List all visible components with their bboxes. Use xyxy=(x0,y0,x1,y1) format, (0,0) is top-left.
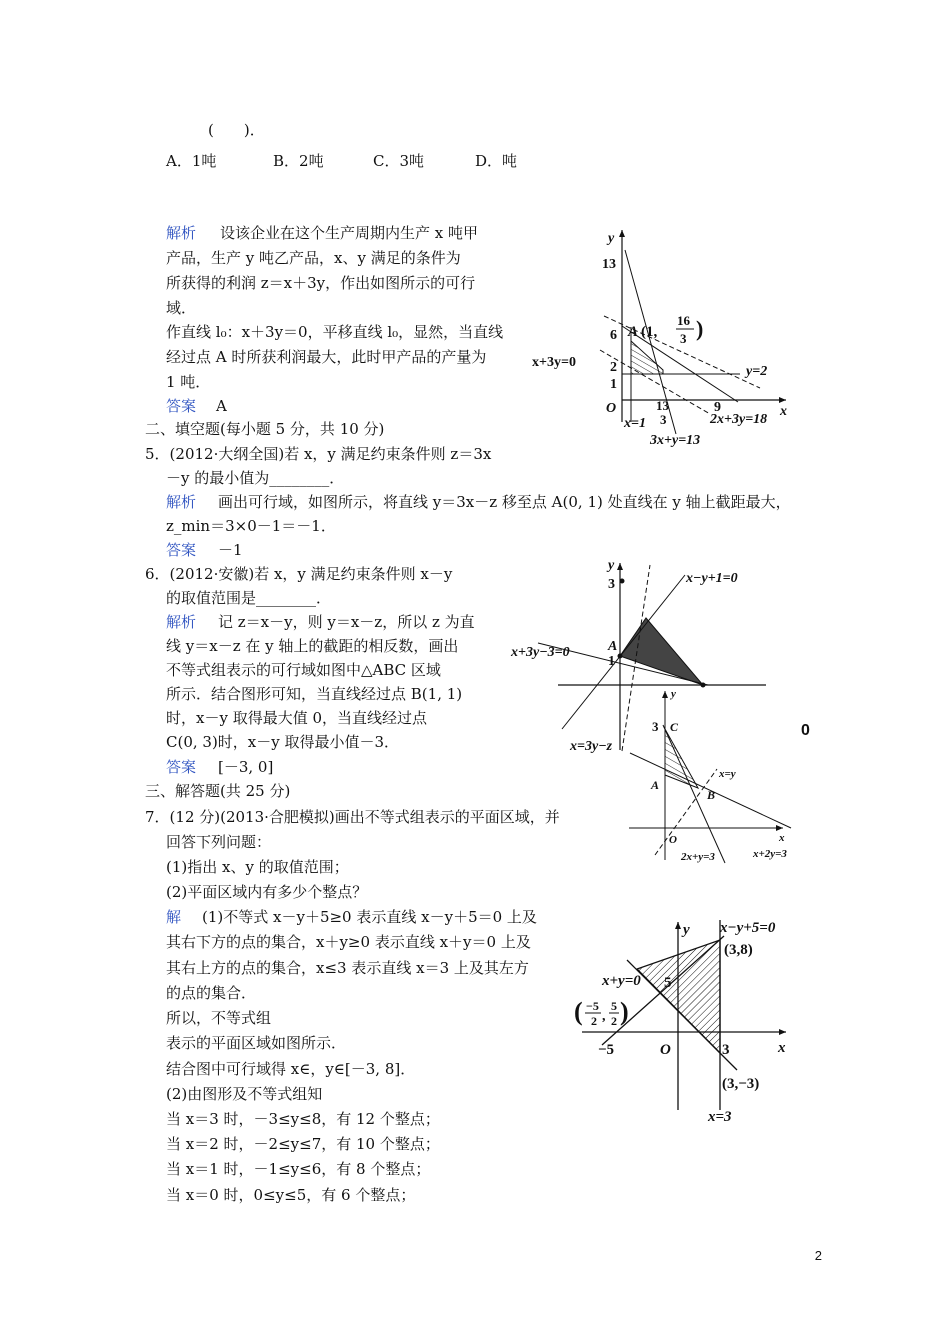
line-l0-label: x+3y=0 xyxy=(532,355,576,370)
x-axis-arrow xyxy=(779,1029,786,1035)
q4-solution-line: 域． xyxy=(166,299,197,317)
q4-option-d: D．吨 xyxy=(475,152,518,170)
x-axis-label: x xyxy=(778,1040,786,1056)
q7-solution-line: 所以，不等式组 xyxy=(166,1009,272,1027)
q6-solution-line: 时，x－y 取得最大值 0，当直线经过点 xyxy=(166,709,428,727)
line-3xy-label: 3x+y=13 xyxy=(650,433,701,448)
point-frac2-num: 5 xyxy=(611,999,617,1013)
q7-solution-line: 当 x＝1 时，－1≤y≤6，有 8 个整点； xyxy=(166,1160,431,1178)
q5-answer: －1 xyxy=(218,541,243,559)
q7-solution-line: 的点的集合． xyxy=(166,984,257,1002)
q4-solution-label: 解析 xyxy=(166,224,197,242)
line-x-y-5-label: x−y+5=0 xyxy=(720,920,776,936)
figure-q7-region xyxy=(572,910,802,1130)
point-neg-paren-right: ) xyxy=(620,997,629,1026)
q6-answer: [－3, 0] xyxy=(218,758,274,776)
origin-label: O xyxy=(669,834,677,846)
point-a-label: A xyxy=(651,778,660,792)
q7-solution-line: 其右下方的点的集合，x＋y≥0 表示直线 x＋y＝0 上及 xyxy=(166,933,531,951)
q6-answer-label: 答案 xyxy=(166,758,197,776)
q4-solution-line: 1 吨． xyxy=(166,373,211,391)
line-x-3y-3-label: x+3y−3=0 xyxy=(511,645,570,660)
q5-answer-label: 答案 xyxy=(166,541,197,559)
line-x1-label: x=1 xyxy=(624,416,646,431)
y-axis-label: y xyxy=(608,231,615,246)
line-y2-label: y=2 xyxy=(746,364,768,379)
point-c-label: C xyxy=(670,720,679,734)
q7-solution-line: 当 x＝2 时，－2≤y≤7，有 10 个整点； xyxy=(166,1135,440,1153)
q6-solution-line: C(0, 3)时，x－y 取得最小值－3． xyxy=(166,733,400,751)
stray-zero: 0 xyxy=(801,722,810,739)
tick-1: 1 xyxy=(610,377,617,392)
point-a-label: A xyxy=(628,324,639,340)
line-x-2y-3-label: x+2y=3 xyxy=(753,848,787,860)
tick-13-3-den: 3 xyxy=(660,412,667,427)
origin-label: O xyxy=(606,401,617,416)
point-a-paren: ) xyxy=(696,316,704,341)
point-a-coord: (1, xyxy=(641,324,658,340)
tick-9: 9 xyxy=(714,400,721,415)
point-comma: , xyxy=(602,1009,606,1024)
q7-solution-line: 结合图中可行域得 x∈，y∈[－3, 8]． xyxy=(166,1060,416,1078)
figure-profit-region xyxy=(530,222,800,452)
q6-solution-line: 不等式组表示的可行域如图中△ABC 区域 xyxy=(166,661,441,679)
q5-solution-label: 解析 xyxy=(166,493,197,511)
q4-solution-line: 作直线 l₀：x＋3y＝0，平移直线 l₀，显然，当直线 xyxy=(166,323,504,341)
q5-solution-line: z_min＝3×0－1＝－1． xyxy=(166,517,336,535)
q6-line: 的取值范围是________． xyxy=(166,589,332,607)
q6-solution-line: 所示．结合图形可知，当直线经过点 B(1, 1) xyxy=(166,685,463,703)
point-c xyxy=(620,579,625,584)
q7-solution-label: 解 xyxy=(166,908,182,926)
tick-13-3-num: 13 xyxy=(656,398,669,413)
y-axis-label: y xyxy=(671,688,676,700)
line-2x3y-label: 2x+3y=18 xyxy=(710,412,768,427)
x-axis-arrow xyxy=(779,397,786,403)
q5-solution-line: 画出可行域，如图所示，将直线 y＝3x－z 移至点 A(0, 1) 处直线在 y 轴上截距最大， xyxy=(218,493,791,511)
y-axis-arrow xyxy=(617,563,623,570)
q7-line: 7．(12 分)(2013·合肥模拟)画出不等式组表示的平面区域，并 xyxy=(145,808,560,826)
tick-3: 3 xyxy=(652,719,659,734)
q6-solution-line: 记 z＝x－y，则 y＝x－z，所以 z 为直 xyxy=(218,613,475,631)
point-a-frac-den: 3 xyxy=(680,331,687,346)
q7-solution-line: (2)由图形及不等式组知 xyxy=(166,1085,323,1103)
q4-solution-line: 经过点 A 时所获利润最大，此时甲产品的产量为 xyxy=(166,348,487,366)
page-number: 2 xyxy=(814,1248,822,1263)
point-a-label: A xyxy=(608,639,618,654)
q5-line: 5．(2012·大纲全国)若 x，y 满足约束条件则 z＝3x xyxy=(145,445,492,463)
y-axis-label: y xyxy=(683,922,690,938)
point-b-label: B xyxy=(707,788,716,802)
tick-2: 2 xyxy=(610,360,617,375)
q7-line: (2)平面区域内有多少个整点？ xyxy=(166,883,368,901)
section-fill-in-heading: 二、填空题(每小题 5 分，共 10 分) xyxy=(145,420,385,438)
y-axis-arrow xyxy=(662,691,668,698)
q6-line: 6．(2012·安徽)若 x，y 满足约束条件则 x－y xyxy=(145,565,453,583)
q4-answer-label: 答案 xyxy=(166,397,197,415)
tick-6: 6 xyxy=(610,328,617,343)
point-frac1-den: 2 xyxy=(591,1014,597,1028)
q7-line: 回答下列问题： xyxy=(166,833,272,851)
q4-solution-line: 所获得的利润 z＝x＋3y，作出如图所示的可行 xyxy=(166,274,476,292)
q7-solution-line: 表示的平面区域如图所示． xyxy=(166,1034,347,1052)
figure-q6-region xyxy=(625,685,805,870)
point-neg-paren-left: ( xyxy=(574,997,583,1026)
q6-solution-line: 线 y＝x－z 在 y 轴上的截距的相反数，画出 xyxy=(166,637,459,655)
section-solve-heading: 三、解答题(共 25 分) xyxy=(145,782,291,800)
q7-solution-line: 其右上方的点的集合，x≤3 表示直线 x＝3 上及其左方 xyxy=(166,959,529,977)
line-x3-label: x=3 xyxy=(708,1109,732,1125)
line-x-y-1-label: x−y+1=0 xyxy=(686,571,738,586)
tick-minus-5: −5 xyxy=(598,1042,615,1058)
q4-option-c: C．3吨 xyxy=(373,152,425,170)
point-a-frac-num: 16 xyxy=(677,313,690,328)
tick-3: 3 xyxy=(608,577,615,592)
q4-paren: ( )． xyxy=(208,121,265,139)
tick-1: 1 xyxy=(608,654,615,669)
x-axis-arrow xyxy=(776,825,783,831)
line-x-y-0-label: x+y=0 xyxy=(602,973,641,989)
shaded-triangle xyxy=(620,618,703,685)
y-axis-arrow xyxy=(675,922,681,929)
point-a xyxy=(618,654,623,659)
y-axis-arrow xyxy=(619,230,625,237)
point-frac2-den: 2 xyxy=(611,1014,617,1028)
tick-13: 13 xyxy=(602,257,616,272)
q5-line: －y 的最小值为________． xyxy=(166,469,345,487)
origin-label: O xyxy=(660,1042,671,1058)
q7-line: (1)指出 x、y 的取值范围； xyxy=(166,858,349,876)
q4-option-a: A．1吨 xyxy=(166,152,217,170)
line-x-3y-z-label: x=3y−z xyxy=(570,739,613,754)
y-axis-label: y xyxy=(608,558,615,573)
point-3-8-label: (3,8) xyxy=(724,942,753,958)
point-frac1-num: −5 xyxy=(586,999,599,1013)
line-x-y-label: x=y xyxy=(719,768,736,780)
q4-answer: A xyxy=(216,397,227,415)
q4-option-b: B．2吨 xyxy=(273,152,324,170)
q4-solution-line: 设该企业在这个生产周期内生产 x 吨甲 xyxy=(220,224,478,242)
q7-solution-line: (1)不等式 x－y＋5≥0 表示直线 x－y＋5＝0 上及 xyxy=(202,908,537,926)
q7-solution-line: 当 x＝3 时，－3≤y≤8，有 12 个整点； xyxy=(166,1110,440,1128)
x-axis-label: x xyxy=(780,404,787,419)
point-3-minus3-label: (3,−3) xyxy=(722,1076,760,1092)
line-2x-y-3-label: 2x+y=3 xyxy=(681,851,715,863)
tick-3: 3 xyxy=(722,1042,730,1058)
tick-5: 5 xyxy=(664,975,672,991)
q6-solution-label: 解析 xyxy=(166,613,197,631)
q4-solution-line: 产品，生产 y 吨乙产品，x、y 满足的条件为 xyxy=(166,249,461,267)
q7-solution-line: 当 x＝0 时，0≤y≤5，有 6 个整点； xyxy=(166,1186,416,1204)
triangle-abc xyxy=(665,729,698,788)
x-axis-label: x xyxy=(779,832,785,844)
